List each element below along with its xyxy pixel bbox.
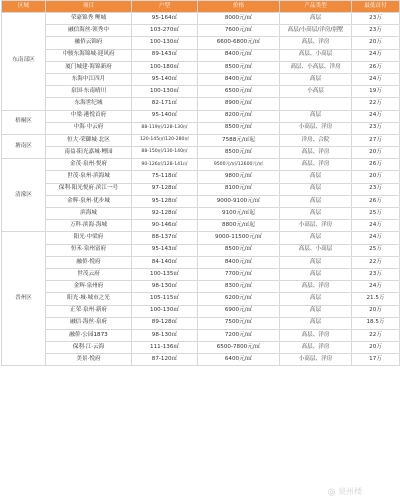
product-type-cell: 洋房、合院 <box>280 134 352 146</box>
min-down-payment-cell: 23万 <box>352 13 400 25</box>
project-cell: 泉国·东南晴川 <box>46 86 132 98</box>
unit-type-cell: 84-140㎡ <box>132 256 198 268</box>
header-min-down-payment: 最低首付 <box>352 1 400 13</box>
price-cell: 8500元/㎡ <box>198 244 280 256</box>
price-cell: 6400元/㎡ <box>198 354 280 366</box>
district-cell: 晋州区 <box>2 232 46 366</box>
min-down-payment-cell: 24万 <box>352 281 400 293</box>
project-cell: 融侨·公园1873 <box>46 329 132 341</box>
table-row <box>2 354 400 366</box>
project-cell: 厦门城建·海锦新府 <box>46 61 132 73</box>
table-row <box>2 183 400 195</box>
project-cell: 美景·悦府 <box>46 354 132 366</box>
product-type-cell: 高层、小高层 <box>280 49 352 61</box>
district-cell: 清濛区 <box>2 159 46 232</box>
table-row <box>2 122 400 134</box>
price-cell: 7200元/㎡ <box>198 329 280 341</box>
table-row <box>2 171 400 183</box>
price-cell: 6200元/㎡ <box>198 293 280 305</box>
table-body <box>2 13 400 366</box>
project-cell: 世茂·泉州·滨海城 <box>46 171 132 183</box>
unit-type-cell: 95-164㎡ <box>132 13 198 25</box>
project-cell: 荣豪锦秀 鲤城 <box>46 13 132 25</box>
min-down-payment-cell: 18.5万 <box>352 317 400 329</box>
product-type-cell: 高层 <box>280 317 352 329</box>
product-type-cell: 高层 <box>280 232 352 244</box>
district-cell: 塘南区 <box>2 134 46 158</box>
header-district: 区域 <box>2 1 46 13</box>
table-row <box>2 110 400 122</box>
min-down-payment-cell: 27万 <box>352 134 400 146</box>
min-down-payment-cell: 26万 <box>352 61 400 73</box>
price-cell: 8500元/㎡ <box>198 61 280 73</box>
price-cell: 8500元/㎡ <box>198 147 280 159</box>
unit-type-cell: 88-119㎡/128-130㎡ <box>132 122 198 134</box>
product-type-cell: 高层 <box>280 195 352 207</box>
table-row <box>2 147 400 159</box>
min-down-payment-cell: 20万 <box>352 171 400 183</box>
header-product-type: 产品类型 <box>280 1 352 13</box>
unit-type-cell: 100-130㎡ <box>132 37 198 49</box>
min-down-payment-cell: 24万 <box>352 232 400 244</box>
project-cell: 正荣·泉州·新府 <box>46 305 132 317</box>
price-cell: 8800元/㎡起 <box>198 220 280 232</box>
min-down-payment-cell: 23万 <box>352 25 400 37</box>
min-down-payment-cell: 22万 <box>352 329 400 341</box>
min-down-payment-cell: 21.5万 <box>352 293 400 305</box>
unit-type-cell: 90-146㎡ <box>132 220 198 232</box>
project-cell: 保利·江·云海 <box>46 342 132 354</box>
table-row <box>2 49 400 61</box>
product-type-cell: 高层/小高层/洋房/别墅 <box>280 25 352 37</box>
product-type-cell: 高层、洋房 <box>280 342 352 354</box>
price-cell: 7500元/㎡ <box>198 317 280 329</box>
price-cell: 8400元/㎡ <box>198 256 280 268</box>
price-cell: 9500元/㎡/12600元/㎡ <box>198 159 280 171</box>
table-row <box>2 256 400 268</box>
table-row <box>2 281 400 293</box>
header-project: 项目 <box>46 1 132 13</box>
unit-type-cell: 95-143㎡ <box>132 244 198 256</box>
product-type-cell: 高层 <box>280 183 352 195</box>
table-row <box>2 61 400 73</box>
price-cell: 8200元/㎡ <box>198 110 280 122</box>
project-cell: 恒大·荣御城·北区 <box>46 134 132 146</box>
unit-type-cell: 75-118㎡ <box>132 171 198 183</box>
table-row <box>2 317 400 329</box>
price-cell: 9800元/㎡ <box>198 171 280 183</box>
price-cell: 9000-9100元/㎡ <box>198 195 280 207</box>
product-type-cell: 高层 <box>280 268 352 280</box>
project-cell: 融侨云锦府 <box>46 37 132 49</box>
table-row <box>2 305 400 317</box>
product-type-cell: 高层 <box>280 256 352 268</box>
price-cell: 8300元/㎡ <box>198 281 280 293</box>
min-down-payment-cell: 20万 <box>352 147 400 159</box>
product-type-cell: 高层、洋房 <box>280 281 352 293</box>
table-row <box>2 134 400 146</box>
table-row <box>2 13 400 25</box>
product-type-cell: 高层 <box>280 293 352 305</box>
min-down-payment-cell: 25万 <box>352 208 400 220</box>
unit-type-cell: 88-150㎡/130-140㎡ <box>132 147 198 159</box>
header-unit-type: 户型 <box>132 1 198 13</box>
product-type-cell: 高层 <box>280 13 352 25</box>
table-row <box>2 37 400 49</box>
unit-type-cell: 97-128㎡ <box>132 183 198 195</box>
price-cell: 7700元/㎡ <box>198 268 280 280</box>
unit-type-cell: 100-130㎡ <box>132 305 198 317</box>
project-cell: 中骏东海锦城·迎风府 <box>46 49 132 61</box>
table-row <box>2 232 400 244</box>
unit-type-cell: 88-137㎡ <box>132 232 198 244</box>
project-cell: 保利·阳光悦府·滨江一号 <box>46 183 132 195</box>
min-down-payment-cell: 25万 <box>352 244 400 256</box>
product-type-cell: 高层、洋房 <box>280 37 352 49</box>
price-cell: 8900元/㎡ <box>198 98 280 110</box>
project-cell: 阳光·城·城市之光 <box>46 293 132 305</box>
unit-type-cell: 89-143㎡ <box>132 49 198 61</box>
price-cell: 6500-7800元/㎡ <box>198 342 280 354</box>
table-row <box>2 293 400 305</box>
min-down-payment-cell: 19万 <box>352 86 400 98</box>
project-cell: 融信·海丝·泉府 <box>46 317 132 329</box>
unit-type-cell: 82-171㎡ <box>132 98 198 110</box>
product-type-cell: 小高层 <box>280 86 352 98</box>
min-down-payment-cell: 26万 <box>352 195 400 207</box>
header-row <box>2 1 400 13</box>
project-cell: 中梁·港悦首府 <box>46 110 132 122</box>
min-down-payment-cell: 23万 <box>352 268 400 280</box>
project-cell: 东海世纪城 <box>46 98 132 110</box>
product-type-cell: 高层 <box>280 305 352 317</box>
project-cell: 世茂云府 <box>46 268 132 280</box>
project-cell: 东海中江四月 <box>46 73 132 85</box>
product-type-cell: 小高层、洋房 <box>280 122 352 134</box>
product-type-cell: 高层、小高层 <box>280 244 352 256</box>
unit-type-cell: 87-120㎡ <box>132 354 198 366</box>
price-table <box>1 0 400 366</box>
product-type-cell: 高层、洋房 <box>280 159 352 171</box>
min-down-payment-cell: 23万 <box>352 183 400 195</box>
price-cell: 8500元/㎡ <box>198 122 280 134</box>
table-row <box>2 195 400 207</box>
price-cell: 7600元/㎡ <box>198 25 280 37</box>
price-cell: 9000-11500元/㎡ <box>198 232 280 244</box>
price-cell: 6500元/㎡ <box>198 86 280 98</box>
product-type-cell: 小高层、洋房 <box>280 220 352 232</box>
project-cell: 中海·中云府 <box>46 122 132 134</box>
unit-type-cell: 98-130㎡ <box>132 329 198 341</box>
price-cell: 6900元/㎡ <box>198 305 280 317</box>
table-row <box>2 268 400 280</box>
unit-type-cell: 95-140㎡ <box>132 110 198 122</box>
min-down-payment-cell: 23万 <box>352 122 400 134</box>
product-type-cell: 高层、洋房 <box>280 147 352 159</box>
unit-type-cell: 95-140㎡ <box>132 73 198 85</box>
product-type-cell: 高层、小高层、洋房 <box>280 61 352 73</box>
unit-type-cell: 100-130㎡ <box>132 86 198 98</box>
unit-type-cell: 103-270㎡ <box>132 25 198 37</box>
table-row <box>2 329 400 341</box>
product-type-cell: 高层、洋房 <box>280 329 352 341</box>
unit-type-cell: 111-136㎡ <box>132 342 198 354</box>
min-down-payment-cell: 20万 <box>352 342 400 354</box>
price-cell: 8400元/㎡ <box>198 49 280 61</box>
min-down-payment-cell: 20万 <box>352 305 400 317</box>
project-cell: 金辉·泉州府 <box>46 281 132 293</box>
min-down-payment-cell: 26万 <box>352 159 400 171</box>
product-type-cell: 高层 <box>280 73 352 85</box>
table-row <box>2 25 400 37</box>
min-down-payment-cell: 24万 <box>352 220 400 232</box>
unit-type-cell: 100-180㎡ <box>132 61 198 73</box>
unit-type-cell: 89-128㎡ <box>132 317 198 329</box>
table-row <box>2 73 400 85</box>
min-down-payment-cell: 20万 <box>352 37 400 49</box>
price-cell: 9100元/㎡起 <box>198 208 280 220</box>
project-cell: 融侨·悦府 <box>46 256 132 268</box>
price-cell: 7588元/㎡起 <box>198 134 280 146</box>
unit-type-cell: 90-126㎡/128-141㎡ <box>132 159 198 171</box>
project-cell: 金茂·泉州·悦府 <box>46 159 132 171</box>
district-cell: 东南部区 <box>2 13 46 111</box>
unit-type-cell: 120-145㎡/120-280㎡ <box>132 134 198 146</box>
project-cell: 南益·阳光嘉城·鲤园 <box>46 147 132 159</box>
project-cell: 恒禾·泉州富府 <box>46 244 132 256</box>
header-price: 价格 <box>198 1 280 13</box>
min-down-payment-cell: 22万 <box>352 256 400 268</box>
table-row <box>2 342 400 354</box>
project-cell: 万科·滨海·海城 <box>46 220 132 232</box>
table-row <box>2 244 400 256</box>
min-down-payment-cell: 24万 <box>352 49 400 61</box>
unit-type-cell: 105-115㎡ <box>132 293 198 305</box>
min-down-payment-cell: 22万 <box>352 98 400 110</box>
price-cell: 8100元/㎡ <box>198 183 280 195</box>
table-row <box>2 159 400 171</box>
project-cell: 融信海丝·领秀中 <box>46 25 132 37</box>
unit-type-cell: 98-130㎡ <box>132 281 198 293</box>
watermark: @ 泉州楼 <box>327 487 362 496</box>
min-down-payment-cell: 17万 <box>352 354 400 366</box>
product-type-cell: 高层 <box>280 171 352 183</box>
product-type-cell: 小高层、洋房 <box>280 354 352 366</box>
project-cell: 金辉·泉州·优步城 <box>46 195 132 207</box>
price-cell: 8000元/㎡ <box>198 13 280 25</box>
unit-type-cell: 95-128㎡ <box>132 195 198 207</box>
product-type-cell: 高层 <box>280 208 352 220</box>
price-cell: 8400元/㎡ <box>198 73 280 85</box>
unit-type-cell: 100-135㎡ <box>132 268 198 280</box>
project-cell: 滨海城 <box>46 208 132 220</box>
district-cell: 梧桐区 <box>2 110 46 134</box>
min-down-payment-cell: 24万 <box>352 73 400 85</box>
project-cell: 阳光·中梁府 <box>46 232 132 244</box>
product-type-cell <box>280 98 352 110</box>
min-down-payment-cell: 24万 <box>352 110 400 122</box>
table-row <box>2 220 400 232</box>
table-row <box>2 86 400 98</box>
unit-type-cell: 92-128㎡ <box>132 208 198 220</box>
table-row <box>2 208 400 220</box>
table-row <box>2 98 400 110</box>
price-cell: 6600-6800元/㎡ <box>198 37 280 49</box>
product-type-cell: 高层 <box>280 110 352 122</box>
